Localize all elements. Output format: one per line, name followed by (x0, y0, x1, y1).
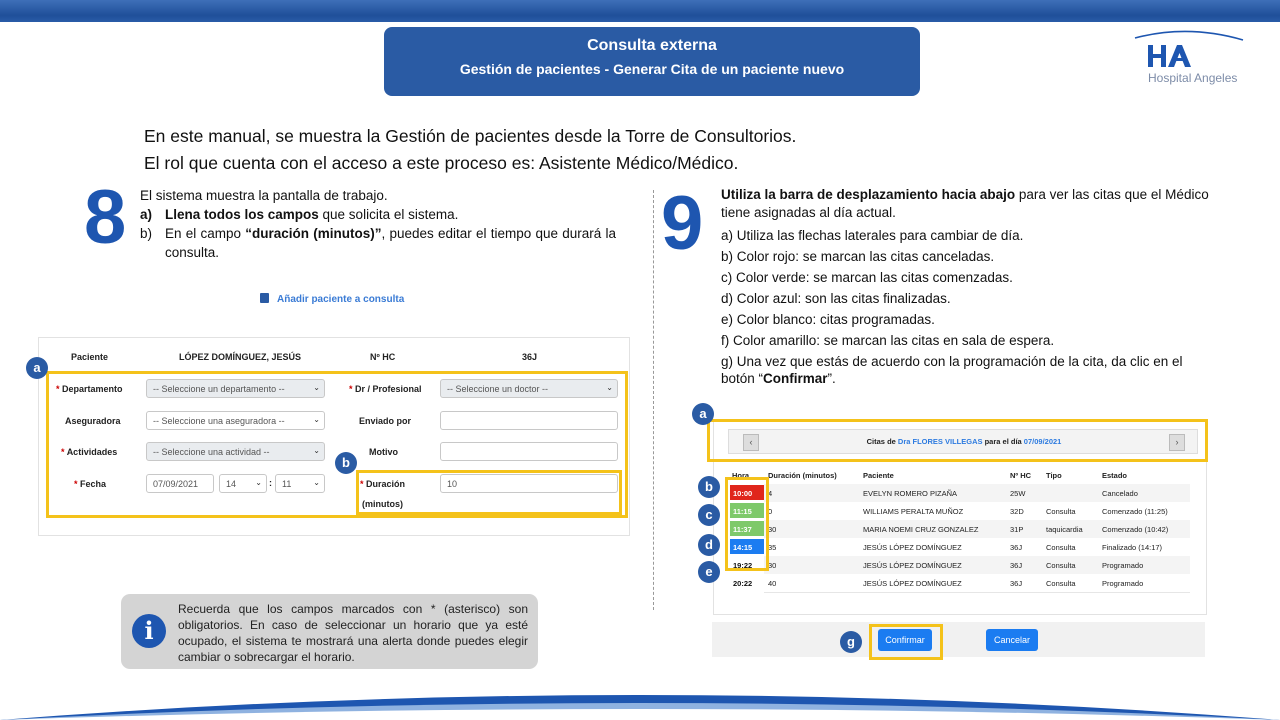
doctor-placeholder: -- Seleccione un doctor -- (447, 384, 549, 394)
chevron-down-icon: ⌄ (313, 478, 320, 487)
chevron-down-icon: ⌄ (606, 383, 613, 392)
step-9-item-c: c) Color verde: se marcan las citas comenzadas. (721, 270, 1013, 285)
hc-value: 36J (522, 352, 538, 362)
cell-type: taquicardia (1046, 525, 1083, 534)
step-8-line-1: El sistema muestra la pantalla de trabajo. (140, 188, 388, 203)
action-bar (712, 622, 1205, 657)
time-separator: : (269, 478, 272, 488)
insurer-label: Aseguradora (65, 416, 121, 426)
step-8-a-bold: Llena todos los campos (165, 207, 319, 222)
cell-hc: 25W (1010, 489, 1026, 498)
col-header-patient: Paciente (863, 471, 894, 480)
cell-hour: 11:15 (730, 503, 764, 518)
step-8-text (140, 186, 616, 262)
col-header-type: Tipo (1046, 471, 1062, 480)
duration-unit-label: (minutos) (362, 499, 403, 509)
cell-hc: 36J (1010, 561, 1023, 570)
cell-status: Programado (1102, 561, 1144, 570)
cell-patient: MARIA NOEMI CRUZ GONZALEZ (863, 525, 979, 534)
highlight-box-confirm (869, 624, 943, 660)
step-9-text (721, 186, 1209, 387)
badge-b: b (698, 476, 720, 498)
activities-placeholder: -- Seleccione una actividad -- (153, 447, 270, 457)
top-band (0, 0, 1280, 22)
cell-patient: JESÚS LÓPEZ DOMÍNGUEZ (863, 561, 962, 570)
step-9-g-post: ”. (827, 371, 836, 386)
cell-hc: 32D (1010, 507, 1024, 516)
step-9-item-e: e) Color blanco: citas programadas. (721, 312, 935, 327)
cell-patient: EVELYN ROMERO PIZAÑA (863, 489, 958, 498)
add-patient-label: Añadir paciente a consulta (277, 294, 405, 305)
step-9-paragraph (721, 186, 1209, 222)
col-header-duration: Duración (minutos) (768, 471, 837, 480)
step-9-item-g (721, 353, 1209, 387)
logo-mark-icon (1133, 28, 1248, 70)
cell-status: Finalizado (14:17) (1102, 543, 1163, 552)
cell-patient: JESÚS LÓPEZ DOMÍNGUEZ (863, 543, 962, 552)
chevron-down-icon: ⌄ (255, 478, 262, 487)
step-9-item-b: b) Color rojo: se marcan las citas canceladas. (721, 249, 995, 264)
cell-duration: 35 (768, 543, 777, 552)
cell-duration: 30 (768, 525, 777, 534)
step-9-item-a: a) Utiliza las flechas laterales para cambiar de día. (721, 228, 1024, 243)
step-9-item-d: d) Color azul: son las citas finalizadas. (721, 291, 951, 306)
add-patient-link[interactable] (260, 293, 404, 305)
step-8-item-b (140, 224, 616, 262)
patient-label: Paciente (71, 352, 109, 362)
chevron-down-icon: ⌄ (313, 446, 320, 455)
cell-hc: 31P (1010, 525, 1024, 534)
step-8-b-rest: , puedes editar el tiempo que durará la consulta. (165, 226, 617, 260)
column-divider (653, 190, 654, 610)
step-9-g-bold: Confirmar (763, 371, 828, 386)
cell-hc: 36J (1010, 543, 1023, 552)
highlight-box-nav (707, 419, 1208, 462)
cell-status: Programado (1102, 579, 1144, 588)
department-label-text: Departamento (62, 384, 123, 394)
cell-hour: 11:37 (730, 521, 764, 536)
info-icon: i (132, 614, 166, 648)
step-9-p1-rest: para ver las citas que el Médico tiene asignadas al día actual. (721, 187, 1209, 220)
doctor-name: Dra FLORES VILLEGAS (897, 437, 983, 446)
badge-a: a (692, 403, 714, 425)
date-label-text: Fecha (80, 479, 107, 489)
logo-text: Hospital Angeles (1148, 71, 1238, 85)
intro-line-1: En este manual, se muestra la Gestión de pacientes desde la Torre de Consultorios. (144, 126, 797, 146)
highlight-box-hours (725, 477, 769, 571)
title-pre: Citas de (866, 437, 898, 446)
cell-duration: 30 (768, 561, 777, 570)
duration-label-text: Duración (366, 479, 406, 489)
item-marker: b) (140, 226, 153, 241)
step-9-number: 9 (661, 181, 704, 266)
step-9-item-f: f) Color amarillo: se marcan las citas en sala de espera. (721, 333, 1055, 348)
cell-type: Consulta (1046, 507, 1076, 516)
insurer-placeholder: -- Seleccione una aseguradora -- (153, 416, 285, 426)
chevron-down-icon: ⌄ (313, 415, 320, 424)
highlight-box-b (356, 470, 622, 515)
chevron-down-icon: ⌄ (313, 383, 320, 392)
doctor-label-text: Dr / Profesional (355, 384, 422, 394)
minute-value: 11 (282, 479, 292, 489)
cell-type: Consulta (1046, 543, 1076, 552)
confirm-button[interactable]: Confirmar (878, 629, 932, 651)
step-8-b-pre: En el campo (165, 226, 246, 241)
schedule-date: 07/09/2021 (1023, 437, 1062, 446)
cell-type: Consulta (1046, 561, 1076, 570)
cell-duration: 40 (768, 579, 777, 588)
hour-value: 14 (226, 479, 237, 489)
badge-b: b (335, 452, 357, 474)
date-value: 07/09/2021 (153, 479, 199, 489)
badge-a: a (26, 357, 48, 379)
slide-subtitle: Gestión de pacientes - Generar Cita de un paciente nuevo (459, 61, 845, 77)
badge-g: g (840, 631, 862, 653)
badge-c: c (698, 504, 720, 526)
info-note (121, 594, 538, 669)
next-day-button[interactable]: › (1169, 434, 1185, 451)
slide-title: Consulta externa (587, 37, 717, 54)
patient-name: LÓPEZ DOMÍNGUEZ, JESÚS (179, 352, 302, 362)
item-marker: a) (140, 207, 153, 222)
required-asterisk: * (360, 479, 364, 489)
decorative-swoosh (0, 676, 1280, 720)
badge-e: e (698, 561, 720, 583)
required-asterisk: * (74, 479, 78, 489)
cell-hour: 19:22 (730, 557, 764, 572)
cell-hour: 14:15 (730, 539, 764, 554)
cell-duration: 0 (768, 507, 773, 516)
activities-label-text: Actividades (66, 447, 118, 457)
required-asterisk: * (61, 447, 65, 457)
cell-hour: 10:00 (730, 485, 764, 500)
step-8-item-a (140, 205, 616, 224)
department-placeholder: -- Seleccione un departamento -- (153, 384, 285, 394)
hospital-logo (1133, 28, 1248, 88)
sent-by-label: Enviado por (359, 416, 412, 426)
cell-patient: WILLIAMS PERALTA MUÑOZ (863, 507, 964, 516)
step-8-b-bold: “duración (minutos)” (245, 226, 382, 241)
step-9-p1-bold: Utiliza la barra de desplazamiento hacia abajo (721, 187, 1016, 202)
book-icon (260, 293, 269, 303)
step-8-number: 8 (84, 175, 127, 260)
cell-status: Comenzado (11:25) (1102, 507, 1168, 516)
title-mid: para el día (982, 437, 1024, 446)
hc-label: Nº HC (370, 352, 396, 362)
cell-duration: 4 (768, 489, 773, 498)
duration-value: 10 (447, 479, 458, 489)
step-9-g-pre: g) Una vez que estás de acuerdo con la programación de la cita, da clic en el botón “ (721, 354, 1183, 386)
step-8-a-rest: que solicita el sistema. (318, 207, 459, 222)
title-box (384, 27, 920, 96)
cell-patient: JESÚS LÓPEZ DOMÍNGUEZ (863, 579, 962, 588)
col-header-status: Estado (1102, 471, 1128, 480)
cell-hc: 36J (1010, 579, 1023, 588)
cell-status: Cancelado (1102, 489, 1138, 498)
intro-line-2: El rol que cuenta con el acceso a este proceso es: Asistente Médico/Médico. (144, 153, 739, 173)
intro-text (144, 123, 796, 177)
info-text: Recuerda que los campos marcados con * (asterisco) son obligatorios. En caso de seleccionar un horario que ya esté ocupado, el sistema te mostrará una alerta donde puedes elegir cambiar o sobrecargar el horario. (178, 602, 528, 664)
cell-type: Consulta (1046, 579, 1076, 588)
badge-d: d (698, 534, 720, 556)
reason-label: Motivo (369, 447, 398, 457)
required-asterisk: * (349, 384, 353, 394)
col-header-hour: Hora (732, 471, 750, 480)
cell-hour: 20:22 (730, 575, 764, 590)
col-header-hc: Nº HC (1010, 471, 1032, 480)
cancel-button[interactable]: Cancelar (986, 629, 1038, 651)
cell-status: Comenzado (10:42) (1102, 525, 1169, 534)
required-asterisk: * (56, 384, 60, 394)
prev-day-button[interactable]: ‹ (743, 434, 759, 451)
